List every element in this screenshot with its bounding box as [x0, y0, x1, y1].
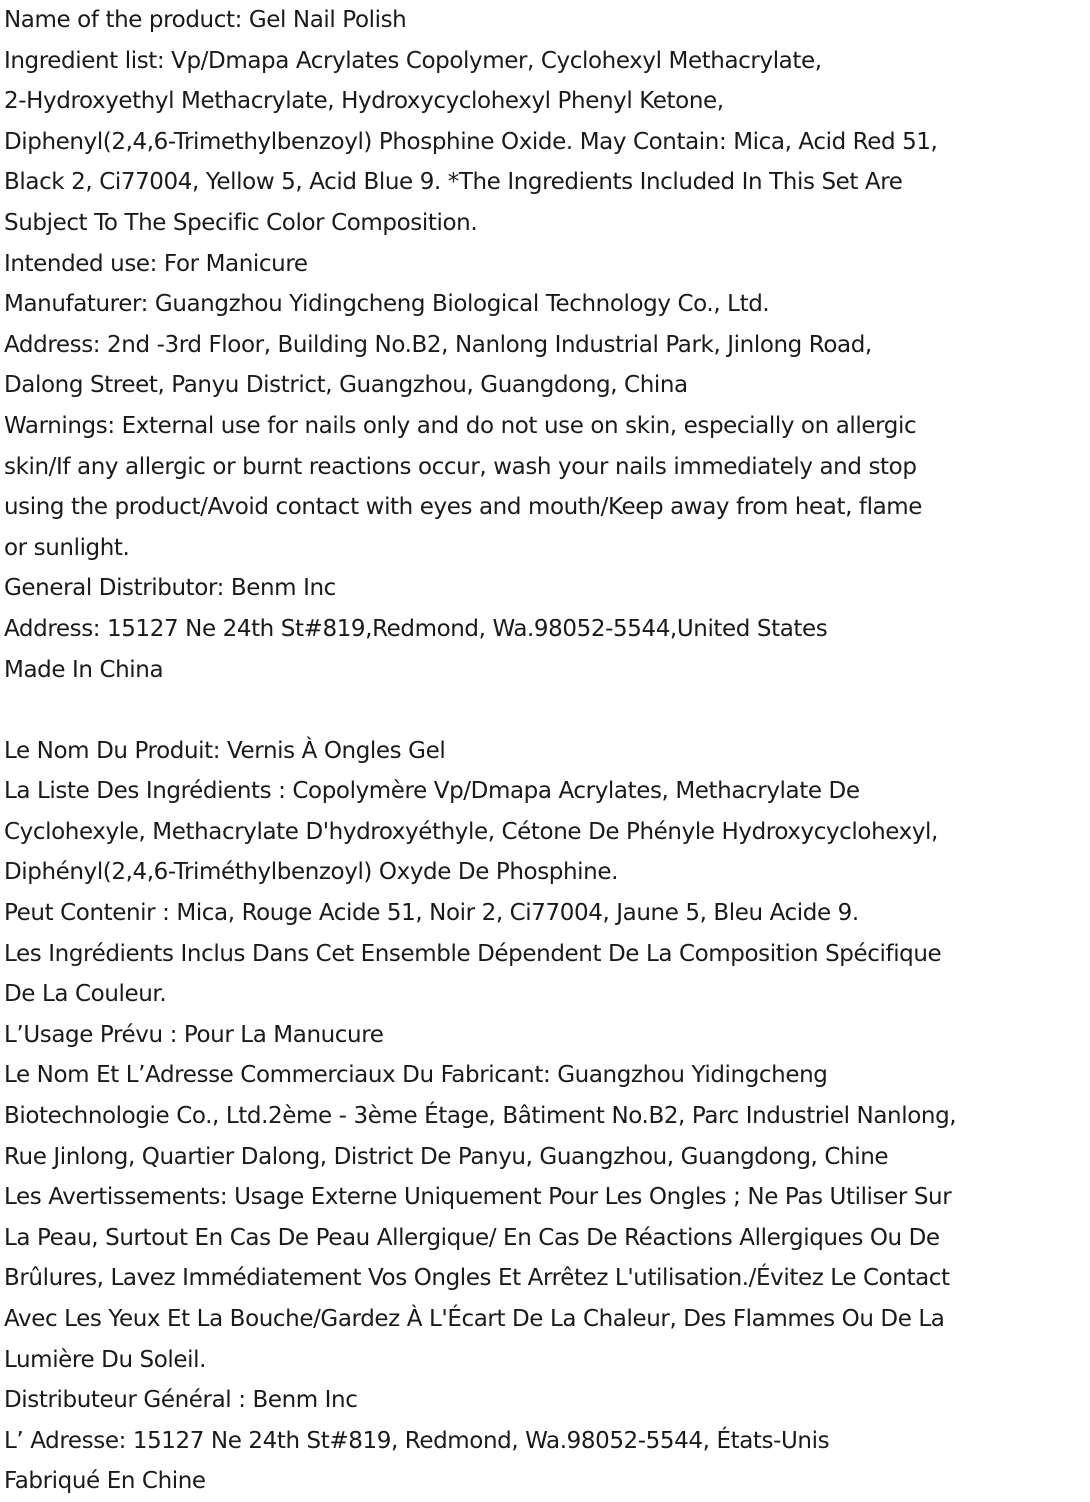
text-line: La Liste Des Ingrédients : Copolymère Vp/Dmapa Acrylates, Methacrylate De: [4, 778, 860, 805]
english-section: [4, 0, 1088, 690]
product-label-document: [4, 0, 1088, 1502]
text-line: Name of the product: Gel Nail Polish: [4, 7, 407, 33]
text-line: Subject To The Specific Color Composition.: [4, 209, 478, 236]
text-line: Diphenyl(2,4,6-Trimethylbenzoyl) Phosphine Oxide. May Contain: Mica, Acid Red 51,: [4, 128, 938, 155]
text-line: Distributeur Général : Benm Inc: [4, 1387, 358, 1414]
text-line: Ingredient list: Vp/Dmapa Acrylates Copolymer, Cyclohexyl Methacrylate,: [4, 47, 822, 74]
text-line: skin/If any allergic or burnt reactions occur, wash your nails immediately and stop: [4, 453, 917, 480]
text-line: De La Couleur.: [4, 981, 167, 1008]
text-line: Fabriqué En Chine: [4, 1468, 206, 1495]
section-gap: [4, 690, 1088, 731]
text-line: Black 2, Ci77004, Yellow 5, Acid Blue 9. *The Ingredients Included In This Set Are: [4, 169, 903, 196]
text-line: Le Nom Du Produit: Vernis À Ongles Gel: [4, 737, 446, 764]
text-line: Warnings: External use for nails only and do not use on skin, especially on allergic: [4, 412, 917, 439]
text-line: General Distributor: Benm Inc: [4, 575, 336, 602]
text-line: or sunlight.: [4, 534, 130, 561]
text-line: L’Usage Prévu : Pour La Manucure: [4, 1021, 384, 1048]
text-line: 2-Hydroxyethyl Methacrylate, Hydroxycyclohexyl Phenyl Ketone,: [4, 88, 724, 115]
french-section: [4, 731, 1088, 1502]
text-line: Manufaturer: Guangzhou Yidingcheng Biological Technology Co., Ltd.: [4, 291, 770, 318]
text-line: Les Avertissements: Usage Externe Uniquement Pour Les Ongles ; Ne Pas Utiliser Sur: [4, 1184, 952, 1211]
text-line: Brûlures, Lavez Immédiatement Vos Ongles Et Arrêtez L'utilisation./Évitez Le Contact: [4, 1265, 950, 1292]
text-line: Rue Jinlong, Quartier Dalong, District De Panyu, Guangzhou, Guangdong, Chine: [4, 1143, 889, 1170]
text-line: Lumière Du Soleil.: [4, 1346, 207, 1373]
text-line: Peut Contenir : Mica, Rouge Acide 51, Noir 2, Ci77004, Jaune 5, Bleu Acide 9.: [4, 900, 859, 927]
text-line: Dalong Street, Panyu District, Guangzhou, Guangdong, China: [4, 372, 688, 399]
text-line: Les Ingrédients Inclus Dans Cet Ensemble Dépendent De La Composition Spécifique: [4, 940, 942, 967]
text-line: Intended use: For Manicure: [4, 250, 308, 277]
text-line: Avec Les Yeux Et La Bouche/Gardez À L'Écart De La Chaleur, Des Flammes Ou De La: [4, 1306, 945, 1332]
text-line: Made In China: [4, 656, 164, 683]
text-line: Address: 15127 Ne 24th St#819,Redmond, Wa.98052-5544,United States: [4, 615, 828, 642]
text-line: Cyclohexyle, Methacrylate D'hydroxyéthyle, Cétone De Phényle Hydroxycyclohexyl,: [4, 818, 938, 845]
text-line: Address: 2nd -3rd Floor, Building No.B2, Nanlong Industrial Park, Jinlong Road,: [4, 331, 872, 358]
text-line: Biotechnologie Co., Ltd.2ème - 3ème Étage, Bâtiment No.B2, Parc Industriel Nanlong,: [4, 1103, 957, 1130]
text-line: using the product/Avoid contact with eyes and mouth/Keep away from heat, flame: [4, 494, 923, 521]
text-line: La Peau, Surtout En Cas De Peau Allergique/ En Cas De Réactions Allergiques Ou De: [4, 1224, 940, 1251]
text-line: L’ Adresse: 15127 Ne 24th St#819, Redmond, Wa.98052-5544, États-Unis: [4, 1427, 830, 1454]
text-line: Diphényl(2,4,6-Triméthylbenzoyl) Oxyde De Phosphine.: [4, 859, 618, 886]
text-line: Le Nom Et L’Adresse Commerciaux Du Fabricant: Guangzhou Yidingcheng: [4, 1062, 828, 1089]
